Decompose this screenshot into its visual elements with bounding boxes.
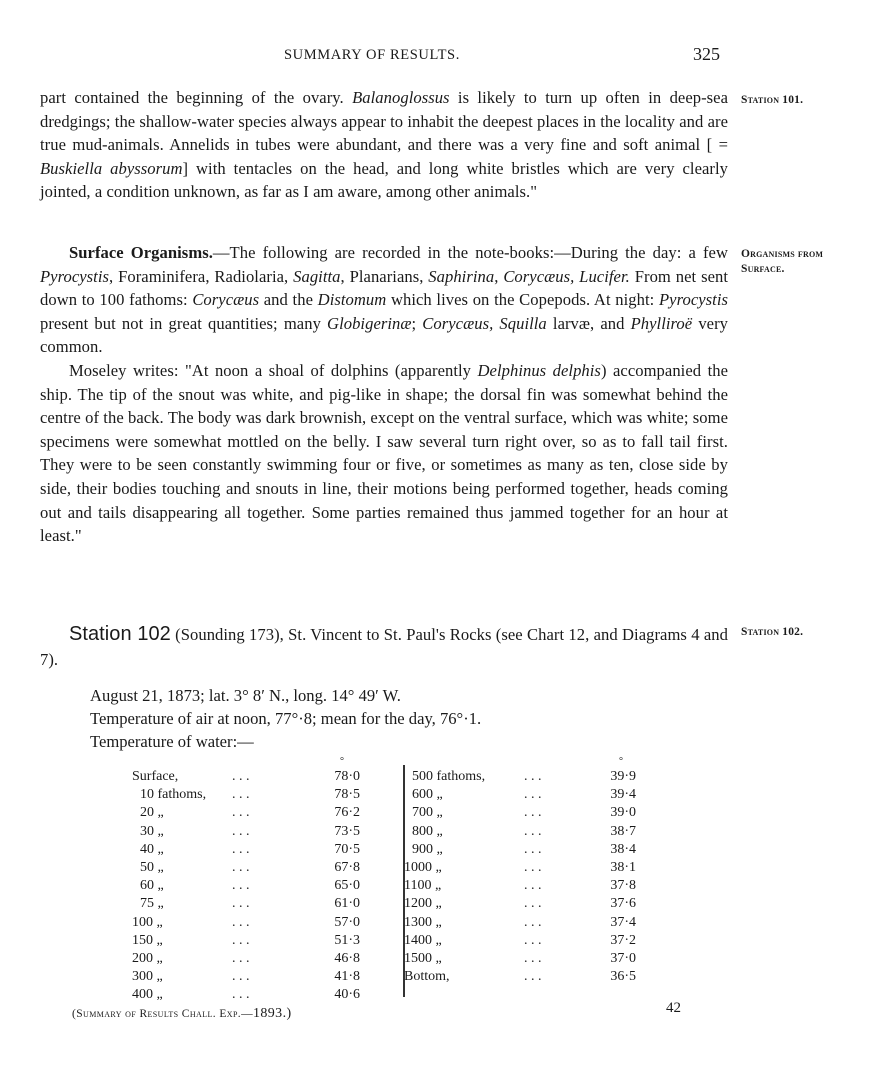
running-head: SUMMARY OF RESULTS. bbox=[284, 47, 460, 63]
table-row bbox=[132, 895, 360, 913]
date-position-line: August 21, 1873; lat. 3° 8′ N., long. 14° 49′ W. bbox=[90, 686, 401, 705]
table-row bbox=[404, 895, 636, 913]
text: part contained the beginning of the ovary. bbox=[40, 88, 353, 107]
depth: 1500 „ bbox=[404, 951, 442, 967]
table-row bbox=[132, 786, 360, 804]
table-row bbox=[404, 768, 636, 786]
taxon-name: Pyrocystis bbox=[658, 290, 728, 310]
table-row bbox=[132, 804, 360, 822]
table-row bbox=[132, 768, 360, 786]
leader-dots: . . . bbox=[524, 769, 542, 784]
temperature-value: 41·8 bbox=[334, 969, 360, 985]
text: , Planarians, bbox=[340, 266, 429, 286]
table-row bbox=[132, 859, 360, 877]
taxon-name: Globigerinæ bbox=[327, 313, 412, 333]
temperature-value: 39·4 bbox=[610, 787, 636, 803]
table-row bbox=[404, 950, 636, 968]
leader-dots: . . . bbox=[232, 951, 250, 967]
leader-dots: . . . bbox=[524, 860, 542, 876]
taxon-name: Distomum bbox=[317, 290, 387, 310]
paragraph-station-101 bbox=[40, 86, 728, 204]
temperature-value: 76·2 bbox=[334, 805, 360, 821]
table-row bbox=[132, 841, 360, 859]
temperature-value: 46·8 bbox=[334, 951, 360, 967]
temperature-value: 65·0 bbox=[334, 878, 360, 894]
leader-dots: . . . bbox=[524, 841, 542, 857]
depth: 1100 „ bbox=[404, 878, 442, 894]
temperature-value: 70·5 bbox=[334, 841, 360, 857]
table-row bbox=[404, 968, 636, 986]
text: is likely to turn up often in deep-sea dredgings; the shallow-water species always appear to inhabit the deepest places in the locality and are true mud-animals. Annelids in tubes were abundant, and there was a very fine and soft animal [ = bbox=[40, 88, 729, 155]
leader-dots: . . . bbox=[232, 805, 250, 821]
paragraph-moseley bbox=[40, 359, 728, 548]
text: , bbox=[494, 266, 504, 286]
depth: 900 „ bbox=[412, 841, 443, 857]
leader-dots: . . . bbox=[232, 787, 250, 803]
leader-dots: . . . bbox=[524, 969, 542, 985]
depth: 1400 „ bbox=[404, 932, 442, 948]
station-description: (Sounding 173), St. Vincent to St. Paul's Rocks (see Chart 12, and Diagrams 4 and 7). bbox=[40, 625, 728, 669]
temperature-value: 73·5 bbox=[334, 823, 360, 839]
depth: 400 „ bbox=[132, 987, 163, 1003]
temperature-value: 61·0 bbox=[334, 896, 360, 912]
leader-dots: . . . bbox=[232, 896, 250, 912]
table-row bbox=[404, 932, 636, 950]
leader-dots: . . . bbox=[232, 987, 250, 1003]
depth: 10 fathoms, bbox=[140, 787, 207, 803]
page-number: 325 bbox=[693, 44, 720, 64]
depth: 40 „ bbox=[140, 841, 164, 857]
station-102-heading bbox=[40, 622, 728, 672]
air-temperature-line: Temperature of air at noon, 77°·8; mean for the day, 76°·1. bbox=[90, 709, 482, 728]
depth: 60 „ bbox=[140, 878, 164, 894]
depth: 600 „ bbox=[412, 787, 443, 803]
depth: 300 „ bbox=[132, 969, 163, 985]
leader-dots: . . . bbox=[232, 932, 250, 948]
temperature-value: 38·1 bbox=[610, 860, 636, 876]
temperature-value: 57·0 bbox=[334, 914, 360, 930]
leader-dots: . . . bbox=[524, 951, 542, 967]
degree-symbol: ° bbox=[340, 756, 344, 767]
temperature-value: 38·7 bbox=[610, 823, 636, 839]
text: —The following are recorded in the note-books:—During the day: a few bbox=[212, 243, 729, 262]
temperature-value: 38·4 bbox=[610, 841, 636, 857]
text: , Foraminifera, Radiolaria, bbox=[109, 266, 294, 286]
depth: 700 „ bbox=[412, 805, 443, 821]
taxon-name: Pyrocystis bbox=[40, 266, 110, 286]
leader-dots: . . . bbox=[524, 932, 542, 948]
depth: 200 „ bbox=[132, 951, 163, 967]
taxon-name: Buskiella abyssorum bbox=[40, 158, 183, 178]
taxon-name: Corycæus bbox=[192, 290, 260, 310]
imprint-year: 1893.) bbox=[252, 1006, 292, 1021]
leader-dots: . . . bbox=[524, 805, 542, 821]
table-row bbox=[132, 877, 360, 895]
section-heading: Surface Organisms. bbox=[69, 243, 213, 262]
text: very common. bbox=[40, 313, 729, 357]
text: From net sent down to 100 fathoms: bbox=[40, 266, 729, 310]
leader-dots: . . . bbox=[524, 823, 542, 839]
sidenote-organisms-from-surface bbox=[741, 247, 823, 277]
station-title: Station 102 bbox=[69, 623, 171, 645]
text: which lives on the Copepods. At night: bbox=[386, 290, 659, 310]
table-row bbox=[404, 786, 636, 804]
leader-dots: . . . bbox=[232, 769, 250, 784]
table-row bbox=[132, 914, 360, 932]
depth: 1000 „ bbox=[404, 860, 442, 876]
leader-dots: . . . bbox=[232, 914, 250, 930]
table-row bbox=[132, 932, 360, 950]
leader-dots: . . . bbox=[524, 878, 542, 894]
taxon-name: Saphirina bbox=[428, 266, 495, 286]
temperature-value: 36·5 bbox=[610, 969, 636, 985]
table-row bbox=[132, 968, 360, 986]
taxon-name: Sagitta bbox=[293, 266, 341, 286]
footer-imprint bbox=[72, 1006, 292, 1022]
temperature-value: 37·6 bbox=[610, 896, 636, 912]
depth: Bottom, bbox=[404, 969, 450, 985]
paragraph-surface-organisms bbox=[40, 241, 728, 548]
signature-mark: 42 bbox=[666, 1000, 681, 1016]
temperature-value: 51·3 bbox=[334, 932, 360, 948]
temperature-value: 37·2 bbox=[610, 932, 636, 948]
taxon-name: Phylliroë bbox=[630, 313, 693, 333]
leader-dots: . . . bbox=[232, 841, 250, 857]
table-row bbox=[404, 823, 636, 841]
leader-dots: . . . bbox=[232, 860, 250, 876]
leader-dots: . . . bbox=[232, 969, 250, 985]
taxon-name: Delphinus delphis bbox=[477, 360, 601, 380]
text: ) accompanied the ship. The tip of the snout was white, and pig-like in shape; the dorsal fin was somewhat behind the centre of the back. The body was dark brownish, except on the ventral surface, which was white; some specimens were somewhat mottled on the belly. I saw several turn right over, so as to fall tail first. They were to be seen constantly swimming four or five, or sometimes as many as ten, close side by side, their bodies touching and snouts in line, their motions being performed together, heads coming out and tails disappearing all together. Some parties remained thus jammed together for an hour at least." bbox=[40, 360, 728, 546]
text: ] with tentacles on the head, and long white bristles which are very clearly jointed, a condition unknown, as far as I am aware, among other animals." bbox=[40, 158, 728, 202]
temperature-value: 40·6 bbox=[334, 987, 360, 1003]
table-row bbox=[404, 841, 636, 859]
water-temperature-table-left bbox=[132, 768, 360, 1005]
temperature-value: 37·0 bbox=[610, 951, 636, 967]
depth: 20 „ bbox=[140, 805, 164, 821]
depth: 150 „ bbox=[132, 932, 163, 948]
text: present but not in great quantities; many bbox=[40, 313, 328, 333]
degree-symbol: ° bbox=[619, 756, 623, 767]
temperature-value: 37·8 bbox=[610, 878, 636, 894]
imprint-text: (Summary of Results Chall. Exp.— bbox=[72, 1008, 253, 1020]
table-row bbox=[132, 950, 360, 968]
table-row bbox=[404, 877, 636, 895]
depth: 100 „ bbox=[132, 914, 163, 930]
table-row bbox=[132, 986, 360, 1004]
water-temperature-table-right bbox=[404, 768, 636, 986]
leader-dots: . . . bbox=[232, 878, 250, 894]
leader-dots: . . . bbox=[524, 787, 542, 803]
sidenote-station-102 bbox=[741, 625, 803, 640]
leader-dots: . . . bbox=[524, 914, 542, 930]
sidenote-text: Station 101. bbox=[741, 94, 804, 106]
depth: 1200 „ bbox=[404, 896, 442, 912]
water-temperature-label: Temperature of water:— bbox=[90, 732, 254, 751]
table-row bbox=[404, 859, 636, 877]
leader-dots: . . . bbox=[232, 823, 250, 839]
depth: 30 „ bbox=[140, 823, 164, 839]
taxon-name: Balanoglossus bbox=[352, 88, 450, 107]
sidenote-station-101 bbox=[741, 93, 803, 108]
depth: 800 „ bbox=[412, 823, 443, 839]
leader-dots: . . . bbox=[524, 896, 542, 912]
depth: 1300 „ bbox=[404, 914, 442, 930]
temperature-value: 67·8 bbox=[334, 860, 360, 876]
table-row bbox=[132, 823, 360, 841]
text: and the bbox=[259, 290, 318, 310]
taxon-name: Corycæus, Lucifer. bbox=[503, 266, 630, 286]
temperature-value: 78·0 bbox=[334, 769, 360, 784]
text: larvæ, and bbox=[546, 313, 631, 333]
station-102-meta bbox=[90, 684, 481, 753]
text: ; bbox=[411, 313, 423, 333]
depth: Surface, bbox=[132, 769, 179, 784]
temperature-value: 39·9 bbox=[610, 769, 636, 784]
sidenote-text: Station 102. bbox=[741, 626, 804, 638]
taxon-name: Corycæus, Squilla bbox=[422, 313, 547, 333]
depth: 500 fathoms, bbox=[412, 769, 486, 784]
depth: 75 „ bbox=[140, 896, 164, 912]
table-row bbox=[404, 804, 636, 822]
table-row bbox=[404, 914, 636, 932]
temperature-value: 37·4 bbox=[610, 914, 636, 930]
temperature-value: 39·0 bbox=[610, 805, 636, 821]
temperature-value: 78·5 bbox=[334, 787, 360, 803]
text: Moseley writes: "At noon a shoal of dolphins (apparently bbox=[69, 360, 478, 380]
sidenote-text: Surface. bbox=[741, 263, 785, 275]
depth: 50 „ bbox=[140, 860, 164, 876]
sidenote-text: Organisms from bbox=[741, 248, 824, 260]
